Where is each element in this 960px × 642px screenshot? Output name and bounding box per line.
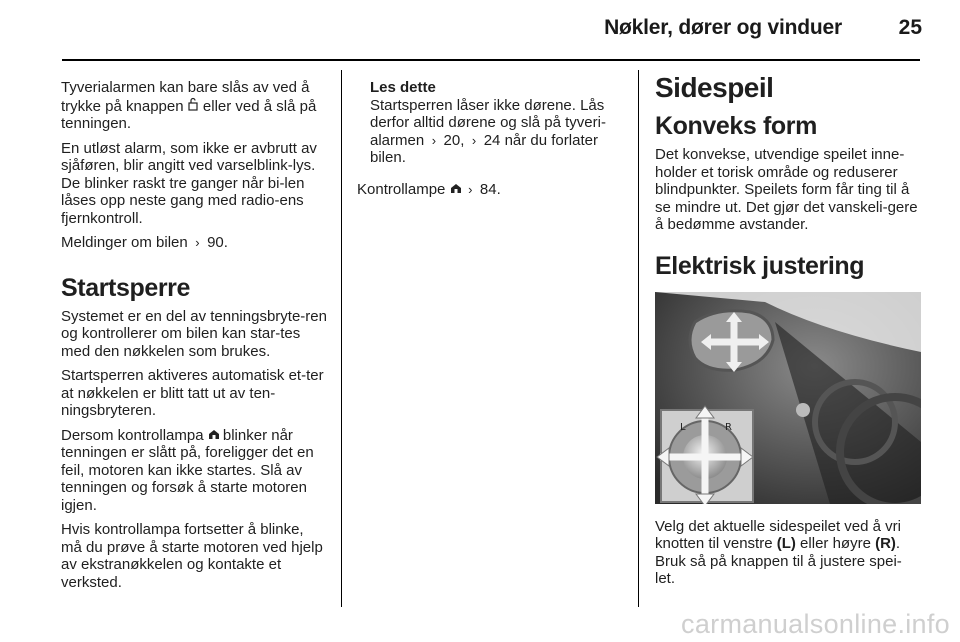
column-2 <box>357 79 623 205</box>
page-number: 25 <box>898 16 922 39</box>
column-divider-1 <box>341 70 342 607</box>
paragraph-vehicle-messages: Meldinger om bilen › 90. <box>61 234 228 251</box>
column-3 <box>655 72 921 595</box>
column-1 <box>61 79 327 598</box>
page-ref-arrow-icon: › <box>471 132 477 148</box>
paragraph-alarm-off: Tyverialarmen kan bare slås av ved å trykke på knappen eller ved å slå på tenningen. <box>61 79 317 132</box>
watermark: carmanualsonline.info <box>681 609 950 639</box>
page-ref-arrow-icon: › <box>431 132 437 148</box>
running-header-title: Nøkler, dører og vinduer <box>604 16 842 39</box>
page-ref-arrow-icon: › <box>468 181 473 197</box>
immobilizer-lamp-icon <box>450 181 461 199</box>
column-divider-2 <box>638 70 639 607</box>
page-ref-arrow-icon: › <box>195 235 200 250</box>
paragraph-convex-mirror: Det konvekse, utvendige speilet inne-holder et torisk område og reduserer blindpunkter. Speilets form får ting til å se mindre ut. Det gjør det vanskeli-gere å bedømme avstander. <box>655 146 918 233</box>
header-rule <box>62 59 920 61</box>
note-text: Startsperren låser ikke dørene. Lås derfor alltid dørene og slå på tyveri-alarmen › 20, › 24 når du forlater bilen. <box>370 96 606 166</box>
note-box <box>357 79 623 167</box>
heading-startsperre: Startsperre <box>61 273 190 302</box>
note-heading: Les dette <box>370 79 436 96</box>
paragraph-alarm-indication: En utløst alarm, som ikke er avbrutt av sjåføren, blir angitt ved varselblink-lys. De blinker raskt tre ganger når bi-len låses opp neste gang med radio-ens fjernkontroll. <box>61 139 317 227</box>
unlock-key-icon <box>188 97 199 116</box>
paragraph-mirror-adjust: Velg det aktuelle sidespeilet ved å vri knotten til venstre (L) eller høyre (R). Bruk så på knappen til å justere spei-let. <box>655 517 902 587</box>
knob-label-left: L <box>680 421 686 433</box>
knob-label-right: R <box>725 421 732 433</box>
paragraph-control-lamp: Dersom kontrollampa blinker når tenningen er slått på, foreligger det en feil, motoren kan ikke startes. Slå av tenningen og forsøk å starte motoren igjen. <box>61 426 314 514</box>
heading-konveks-form: Konveks form <box>655 112 817 140</box>
immobilizer-lamp-icon <box>208 427 219 445</box>
heading-elektrisk-justering: Elektrisk justering <box>655 251 865 280</box>
mirror-adjustment-photo <box>655 292 921 504</box>
paragraph-contact-workshop: Hvis kontrollampa fortsetter å blinke, må du prøve å starte motoren ved hjelp av ekstranøkkelen og kontakte et verksted. <box>61 521 323 591</box>
heading-sidespeil: Sidespeil <box>655 72 774 103</box>
paragraph-immobilizer-activation: Startsperren aktiveres automatisk et-ter at nøkkelen er blitt tatt ut av ten-ningsbryteren. <box>61 367 324 419</box>
paragraph-immobilizer-system: Systemet er en del av tenningsbryte-ren og kontrollerer om bilen kan star-tes med den nøkkelen som brukes. <box>61 307 327 360</box>
paragraph-lamp-reference: Kontrollampe › 84. <box>357 180 501 198</box>
